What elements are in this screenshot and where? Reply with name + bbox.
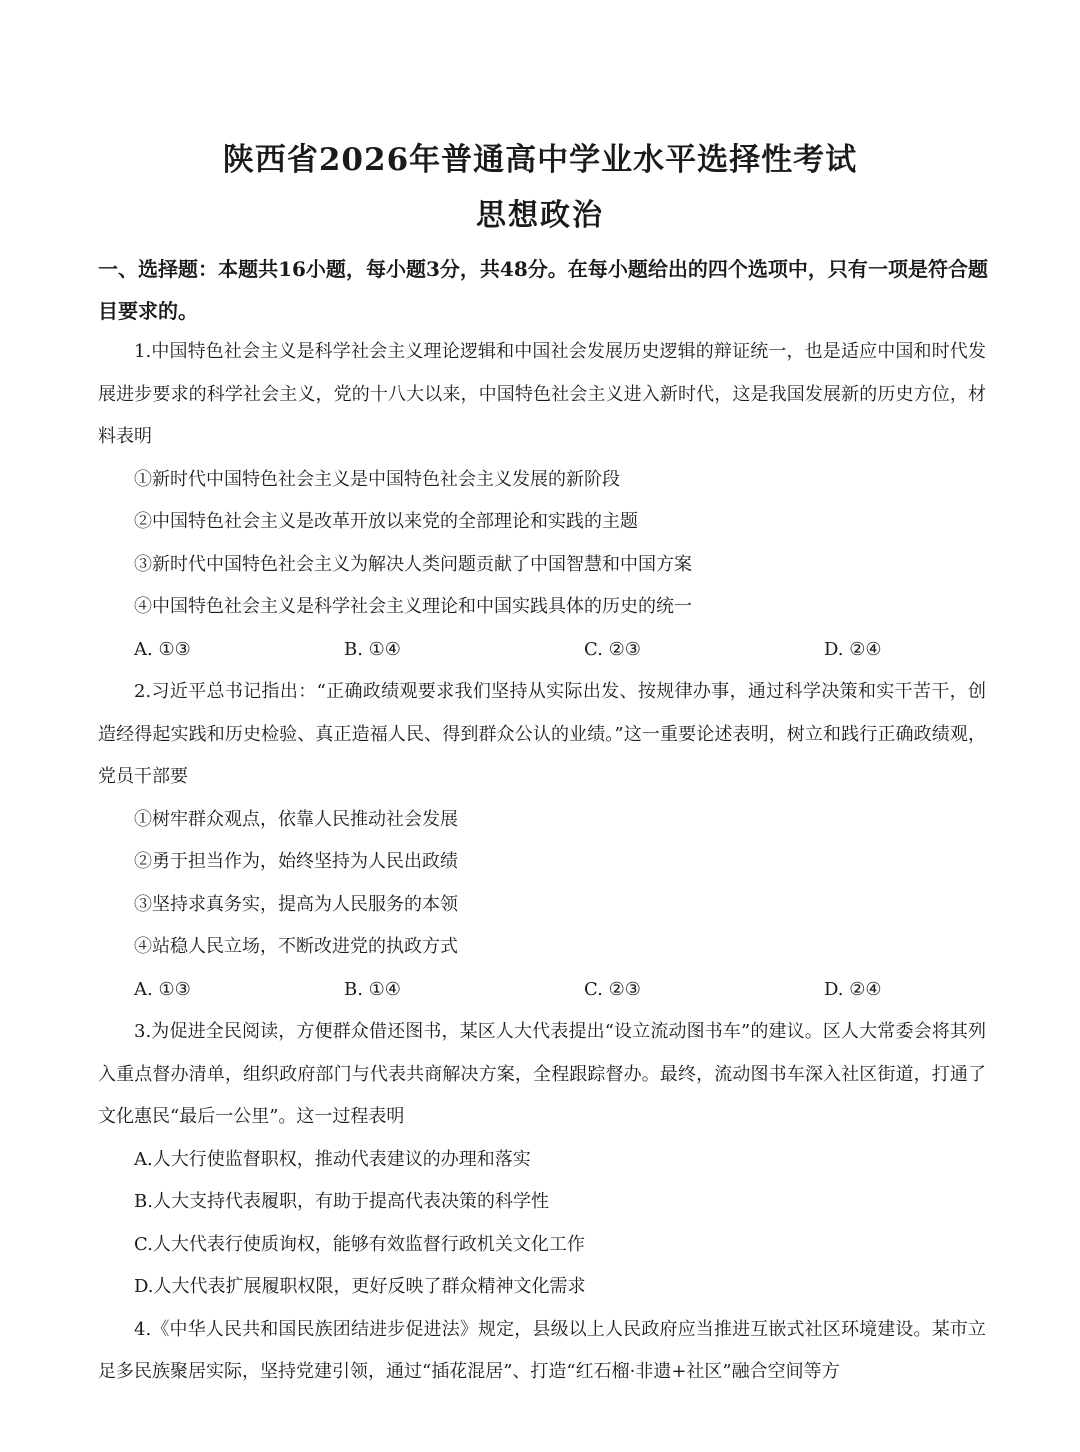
question-2-item-1: ①树牢群众观点，依靠人民推动社会发展 (134, 808, 458, 830)
question-1-item-4: ④中国特色社会主义是科学社会主义理论和中国实践具体的历史的统一 (134, 596, 692, 617)
question-1-stem: 1.中国特色社会主义是科学社会主义理论逻辑和中国社会发展历史逻辑的辩证统一，也是适应中国和时代发展进步要求的科学社会主义，党的十八大以来，中国特色社会主义进入新时代，这是我国发展新的历史方位，材料表明 (98, 341, 986, 447)
question-3-option-a: A.人大行使监督职权，推动代表建议的办理和落实 (134, 1148, 531, 1170)
question-3-stem: 3.为促进全民阅读，方便群众借还图书，某区人大代表提出“设立流动图书车”的建议。区人大常委会将其列入重点督办清单，组织政府部门与代表共商解决方案，全程跟踪督办。最终，流动图书车深入社区街道，打通了文化惠民“最后一公里”。这一过程表明 (98, 1021, 986, 1127)
question-1-item-1: ①新时代中国特色社会主义是中国特色社会主义发展的新阶段 (134, 468, 620, 490)
question-1-choice-c: C. ②③ (584, 638, 641, 660)
section-heading: 一、选择题：本题共16小题，每小题3分，共48分。在每小题给出的四个选项中，只有一项是符合题目要求的。 (98, 257, 988, 323)
question-2-item-2: ②勇于担当作为，始终坚持为人民出政绩 (134, 851, 458, 872)
question-2-choice-d: D. ②④ (824, 978, 882, 1000)
question-1-choice-a: A. ①③ (134, 638, 191, 660)
question-1-item-3: ③新时代中国特色社会主义为解决人类问题贡献了中国智慧和中国方案 (134, 553, 692, 575)
question-3-option-c: C.人大代表行使质询权，能够有效监督行政机关文化工作 (134, 1233, 585, 1255)
question-1-choices (98, 629, 986, 672)
question-2-choice-b: B. ①④ (344, 978, 401, 1000)
question-list (98, 331, 986, 1394)
question-2-choices (98, 969, 986, 1012)
exam-title: 陕西省2026年普通高中学业水平选择性考试 (222, 142, 858, 178)
question-2-choice-c: C. ②③ (584, 978, 641, 1000)
question-2-stem: 2.习近平总书记指出：“正确政绩观要求我们坚持从实际出发、按规律办事，通过科学决策和实干苦干，创造经得起实践和历史检验、真正造福人民、得到群众公认的业绩。”这一重要论述表明，树立和践行正确政绩观，党员干部要 (98, 681, 986, 787)
question-1-choice-b: B. ①④ (344, 638, 401, 660)
subject-title: 思想政治 (476, 198, 604, 233)
question-1-item-2: ②中国特色社会主义是改革开放以来党的全部理论和实践的主题 (134, 511, 638, 532)
question-2-item-4: ④站稳人民立场，不断改进党的执政方式 (134, 936, 458, 957)
question-3-option-d: D.人大代表扩展履职权限，更好反映了群众精神文化需求 (134, 1276, 586, 1297)
question-2-choice-a: A. ①③ (134, 978, 191, 1000)
question-1-choice-d: D. ②④ (824, 638, 882, 660)
question-3-option-b: B.人大支持代表履职，有助于提高代表决策的科学性 (134, 1191, 549, 1212)
question-4-stem: 4.《中华人民共和国民族团结进步促进法》规定，县级以上人民政府应当推进互嵌式社区环境建设。某市立足多民族聚居实际，坚持党建引领，通过“插花混居”、打造“红石榴·非遗+社区”融合空间等方 (98, 1318, 986, 1382)
question-2-item-3: ③坚持求真务实，提高为人民服务的本领 (134, 893, 458, 915)
